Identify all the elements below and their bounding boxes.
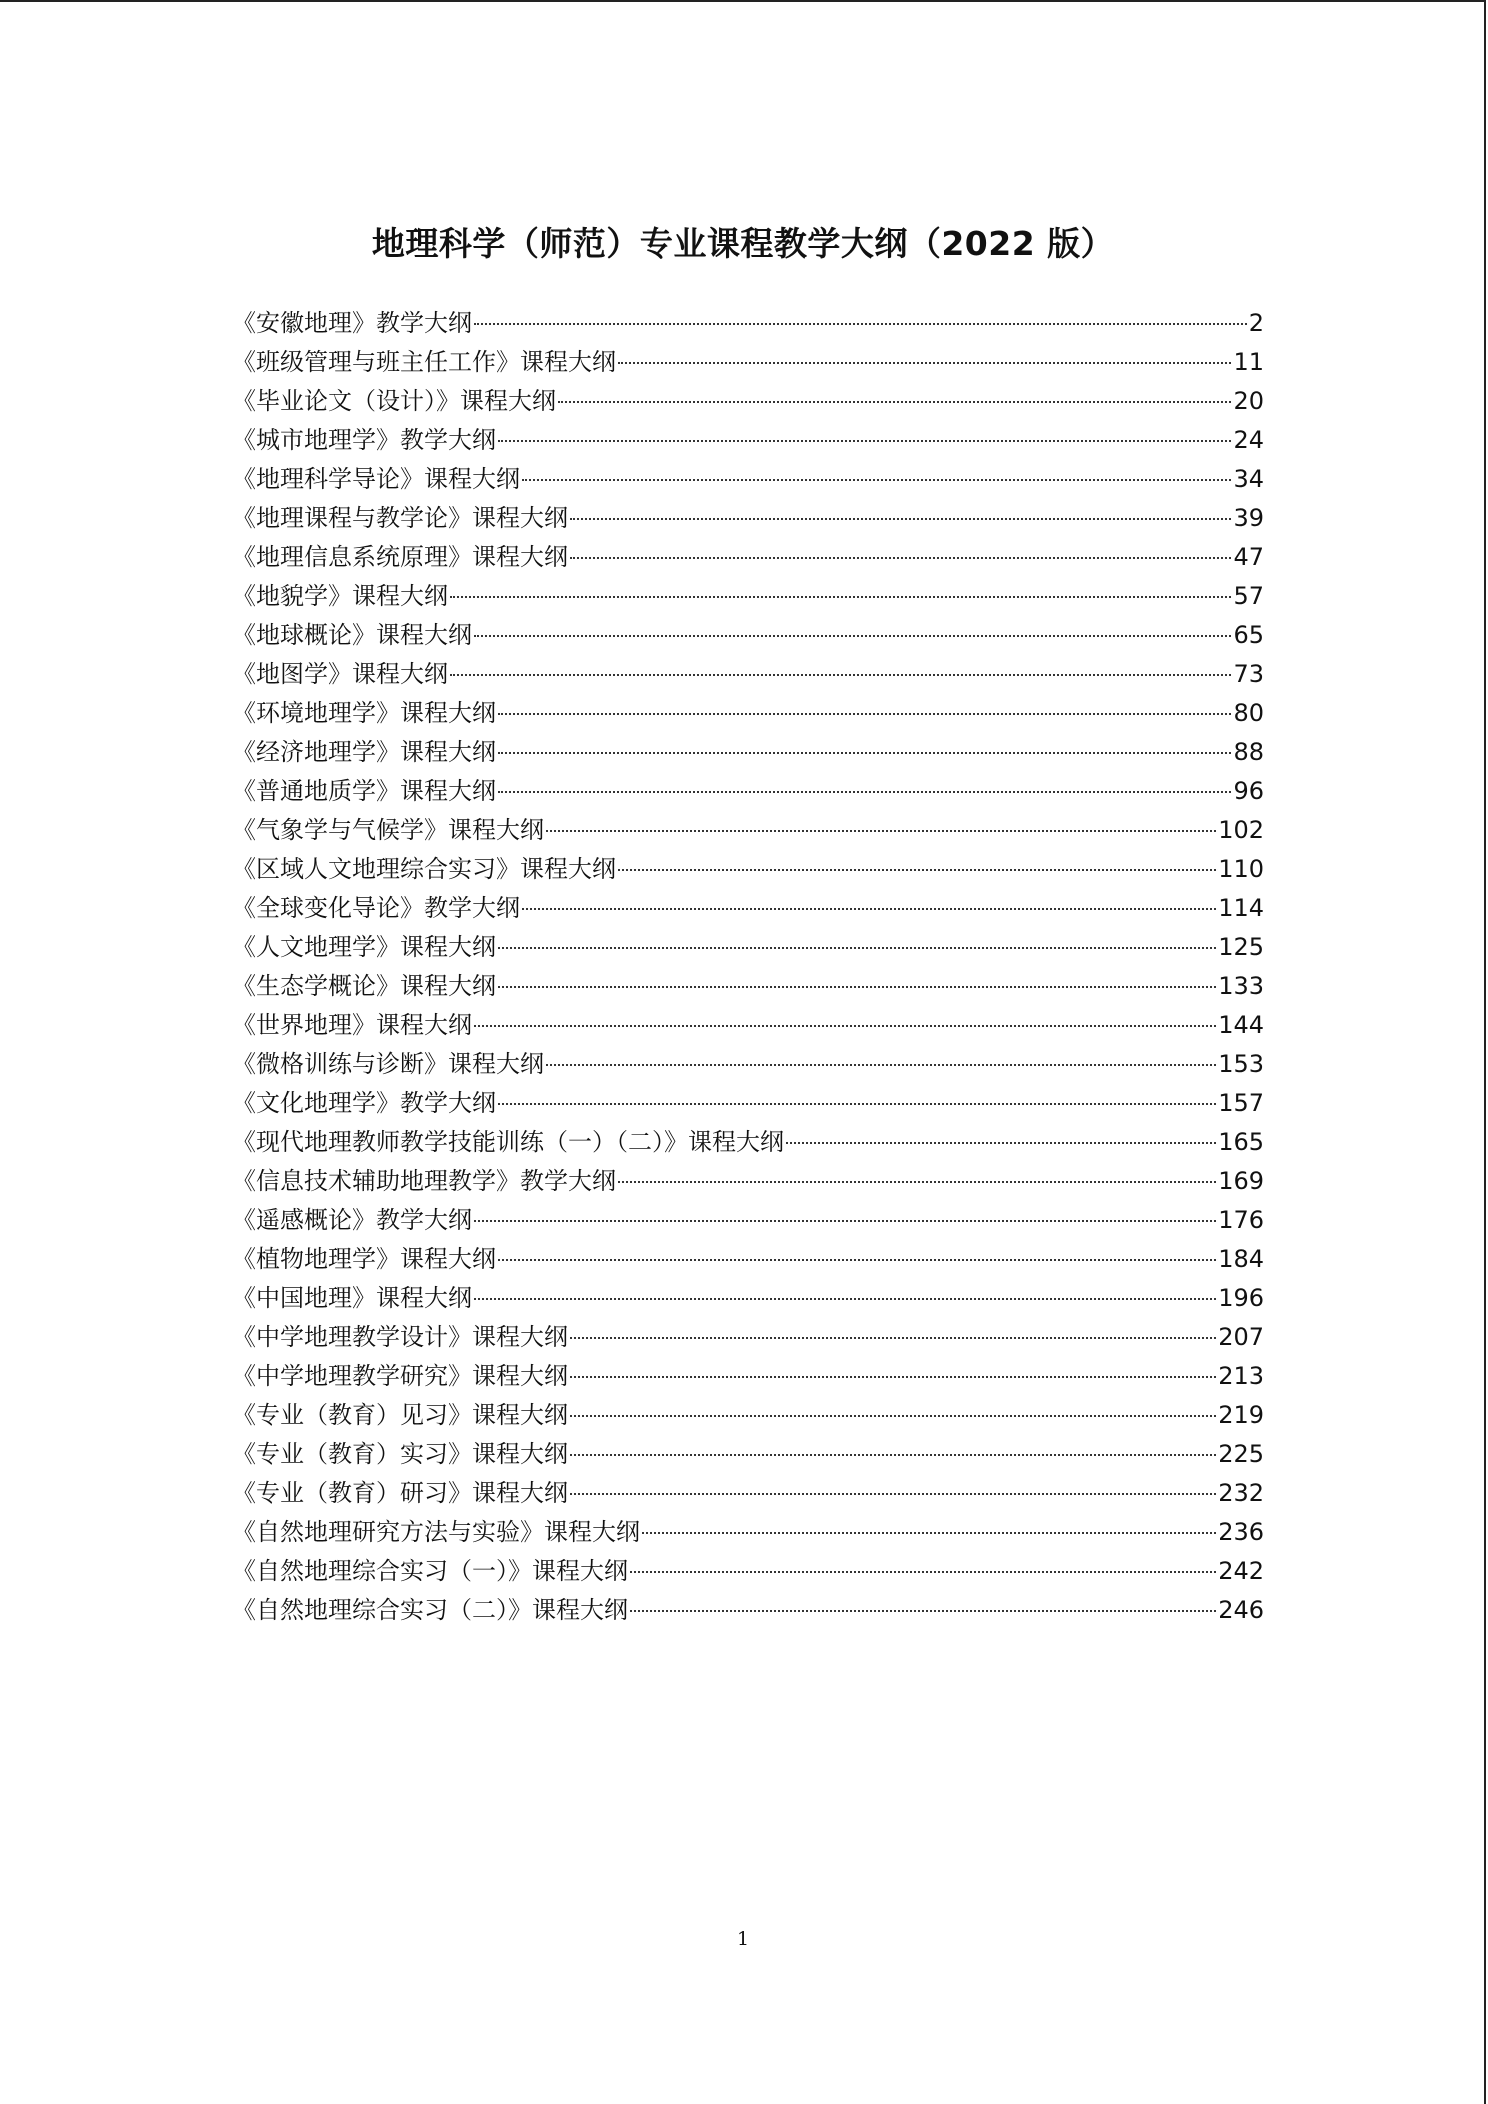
toc-entry-page: 196 [1218,1284,1264,1312]
toc-entry[interactable] [232,343,1264,382]
toc-entry-page: 34 [1233,465,1264,493]
toc-entry-title: 《毕业论文（设计）》课程大纲 [232,387,556,415]
toc-entry[interactable] [232,1240,1264,1279]
toc-entry[interactable] [232,694,1264,733]
dot-leader [546,830,1216,832]
toc-entry[interactable] [232,1552,1264,1591]
dot-leader [474,1220,1216,1222]
toc-entry[interactable] [232,460,1264,499]
dot-leader [498,752,1231,754]
toc-entry[interactable] [232,616,1264,655]
dot-leader [618,1181,1216,1183]
toc-entry-title: 《区域人文地理综合实习》课程大纲 [232,855,616,883]
toc-entry-page: 236 [1218,1518,1264,1546]
toc-entry-title: 《生态学概论》课程大纲 [232,972,496,1000]
toc-entry[interactable] [232,1591,1264,1630]
dot-leader [474,635,1231,637]
toc-entry-page: 114 [1218,894,1264,922]
dot-leader [570,1454,1216,1456]
dot-leader [498,1259,1216,1261]
dot-leader [450,674,1231,676]
toc-entry-title: 《气象学与气候学》课程大纲 [232,816,544,844]
toc-entry-title: 《微格训练与诊断》课程大纲 [232,1050,544,1078]
dot-leader [498,947,1216,949]
toc-entry-title: 《中国地理》课程大纲 [232,1284,472,1312]
toc-entry-page: 242 [1218,1557,1264,1585]
dot-leader [630,1610,1216,1612]
toc-entry-page: 219 [1218,1401,1264,1429]
toc-entry-title: 《人文地理学》课程大纲 [232,933,496,961]
toc-entry[interactable] [232,1513,1264,1552]
dot-leader [618,362,1231,364]
toc-entry-page: 176 [1218,1206,1264,1234]
toc-entry-page: 207 [1218,1323,1264,1351]
dot-leader [786,1142,1216,1144]
toc-entry-title: 《中学地理教学研究》课程大纲 [232,1362,568,1390]
document-title: 地理科学（师范）专业课程教学大纲（2022 版） [371,224,1115,263]
toc-entry-page: 169 [1218,1167,1264,1195]
table-of-contents [232,304,1264,1630]
toc-entry[interactable] [232,421,1264,460]
toc-entry[interactable] [232,499,1264,538]
dot-leader [498,440,1231,442]
dot-leader [522,908,1216,910]
toc-entry-title: 《城市地理学》教学大纲 [232,426,496,454]
toc-entry[interactable] [232,850,1264,889]
toc-entry[interactable] [232,889,1264,928]
toc-entry-page: 110 [1218,855,1264,883]
toc-entry-page: 213 [1218,1362,1264,1390]
dot-leader [570,1376,1216,1378]
toc-entry-title: 《世界地理》课程大纲 [232,1011,472,1039]
toc-entry[interactable] [232,655,1264,694]
toc-entry-title: 《普通地质学》课程大纲 [232,777,496,805]
toc-entry-page: 65 [1233,621,1264,649]
dot-leader [474,323,1247,325]
toc-entry[interactable] [232,733,1264,772]
toc-entry-title: 《班级管理与班主任工作》课程大纲 [232,348,616,376]
toc-entry-title: 《地理课程与教学论》课程大纲 [232,504,568,532]
toc-entry-title: 《地貌学》课程大纲 [232,582,448,610]
toc-entry[interactable] [232,1162,1264,1201]
dot-leader [498,1103,1216,1105]
toc-entry-title: 《安徽地理》教学大纲 [232,309,472,337]
toc-entry-page: 102 [1218,816,1264,844]
dot-leader [498,713,1231,715]
toc-entry-page: 246 [1218,1596,1264,1624]
dot-leader [630,1571,1216,1573]
toc-entry[interactable] [232,1396,1264,1435]
toc-entry-page: 24 [1233,426,1264,454]
toc-entry-title: 《文化地理学》教学大纲 [232,1089,496,1117]
toc-entry-page: 165 [1218,1128,1264,1156]
toc-entry-page: 157 [1218,1089,1264,1117]
toc-entry[interactable] [232,304,1264,343]
toc-entry-page: 96 [1233,777,1264,805]
toc-entry-page: 133 [1218,972,1264,1000]
toc-entry-title: 《全球变化导论》教学大纲 [232,894,520,922]
toc-entry-title: 《专业（教育）实习》课程大纲 [232,1440,568,1468]
toc-entry-page: 20 [1233,387,1264,415]
dot-leader [450,596,1231,598]
toc-entry-page: 73 [1233,660,1264,688]
toc-entry-title: 《现代地理教师教学技能训练（一）（二）》课程大纲 [232,1128,784,1156]
toc-entry[interactable] [232,772,1264,811]
toc-entry-title: 《经济地理学》课程大纲 [232,738,496,766]
toc-entry-title: 《地球概论》课程大纲 [232,621,472,649]
toc-entry-title: 《专业（教育）见习》课程大纲 [232,1401,568,1429]
toc-entry[interactable] [232,1318,1264,1357]
toc-entry-page: 80 [1233,699,1264,727]
dot-leader [474,1298,1216,1300]
toc-entry-page: 11 [1233,348,1264,376]
toc-entry[interactable] [232,1006,1264,1045]
toc-entry[interactable] [232,1123,1264,1162]
toc-entry-title: 《地理信息系统原理》课程大纲 [232,543,568,571]
toc-entry-page: 88 [1233,738,1264,766]
toc-entry-title: 《遥感概论》教学大纲 [232,1206,472,1234]
toc-entry-page: 39 [1233,504,1264,532]
dot-leader [570,518,1231,520]
toc-entry-page: 225 [1218,1440,1264,1468]
toc-entry[interactable] [232,811,1264,850]
page-number: 1 [736,1928,750,1950]
toc-entry-title: 《自然地理综合实习（一）》课程大纲 [232,1557,628,1585]
toc-entry[interactable] [232,928,1264,967]
toc-entry[interactable] [232,382,1264,421]
dot-leader [498,986,1216,988]
toc-entry-page: 232 [1218,1479,1264,1507]
dot-leader [642,1532,1216,1534]
toc-entry-page: 2 [1248,309,1264,337]
dot-leader [546,1064,1216,1066]
toc-entry-page: 144 [1218,1011,1264,1039]
dot-leader [498,791,1231,793]
dot-leader [558,401,1231,403]
toc-entry[interactable] [232,967,1264,1006]
toc-entry[interactable] [232,1474,1264,1513]
toc-entry-page: 184 [1218,1245,1264,1273]
toc-entry-title: 《植物地理学》课程大纲 [232,1245,496,1273]
dot-leader [618,869,1216,871]
toc-entry-title: 《自然地理研究方法与实验》课程大纲 [232,1518,640,1546]
toc-entry-title: 《中学地理教学设计》课程大纲 [232,1323,568,1351]
toc-entry-page: 47 [1233,543,1264,571]
dot-leader [522,479,1231,481]
dot-leader [570,1493,1216,1495]
toc-entry[interactable] [232,1357,1264,1396]
toc-entry-page: 57 [1233,582,1264,610]
toc-entry-title: 《地图学》课程大纲 [232,660,448,688]
toc-entry-title: 《自然地理综合实习（二）》课程大纲 [232,1596,628,1624]
dot-leader [570,1415,1216,1417]
toc-entry[interactable] [232,577,1264,616]
toc-entry-title: 《地理科学导论》课程大纲 [232,465,520,493]
toc-entry-title: 《专业（教育）研习》课程大纲 [232,1479,568,1507]
toc-entry[interactable] [232,1045,1264,1084]
toc-entry[interactable] [232,1201,1264,1240]
toc-entry-title: 《信息技术辅助地理教学》教学大纲 [232,1167,616,1195]
dot-leader [570,1337,1216,1339]
toc-entry[interactable] [232,1084,1264,1123]
dot-leader [474,1025,1216,1027]
toc-entry-title: 《环境地理学》课程大纲 [232,699,496,727]
toc-entry[interactable] [232,538,1264,577]
toc-entry[interactable] [232,1279,1264,1318]
toc-entry-page: 153 [1218,1050,1264,1078]
toc-entry-page: 125 [1218,933,1264,961]
toc-entry[interactable] [232,1435,1264,1474]
dot-leader [570,557,1231,559]
